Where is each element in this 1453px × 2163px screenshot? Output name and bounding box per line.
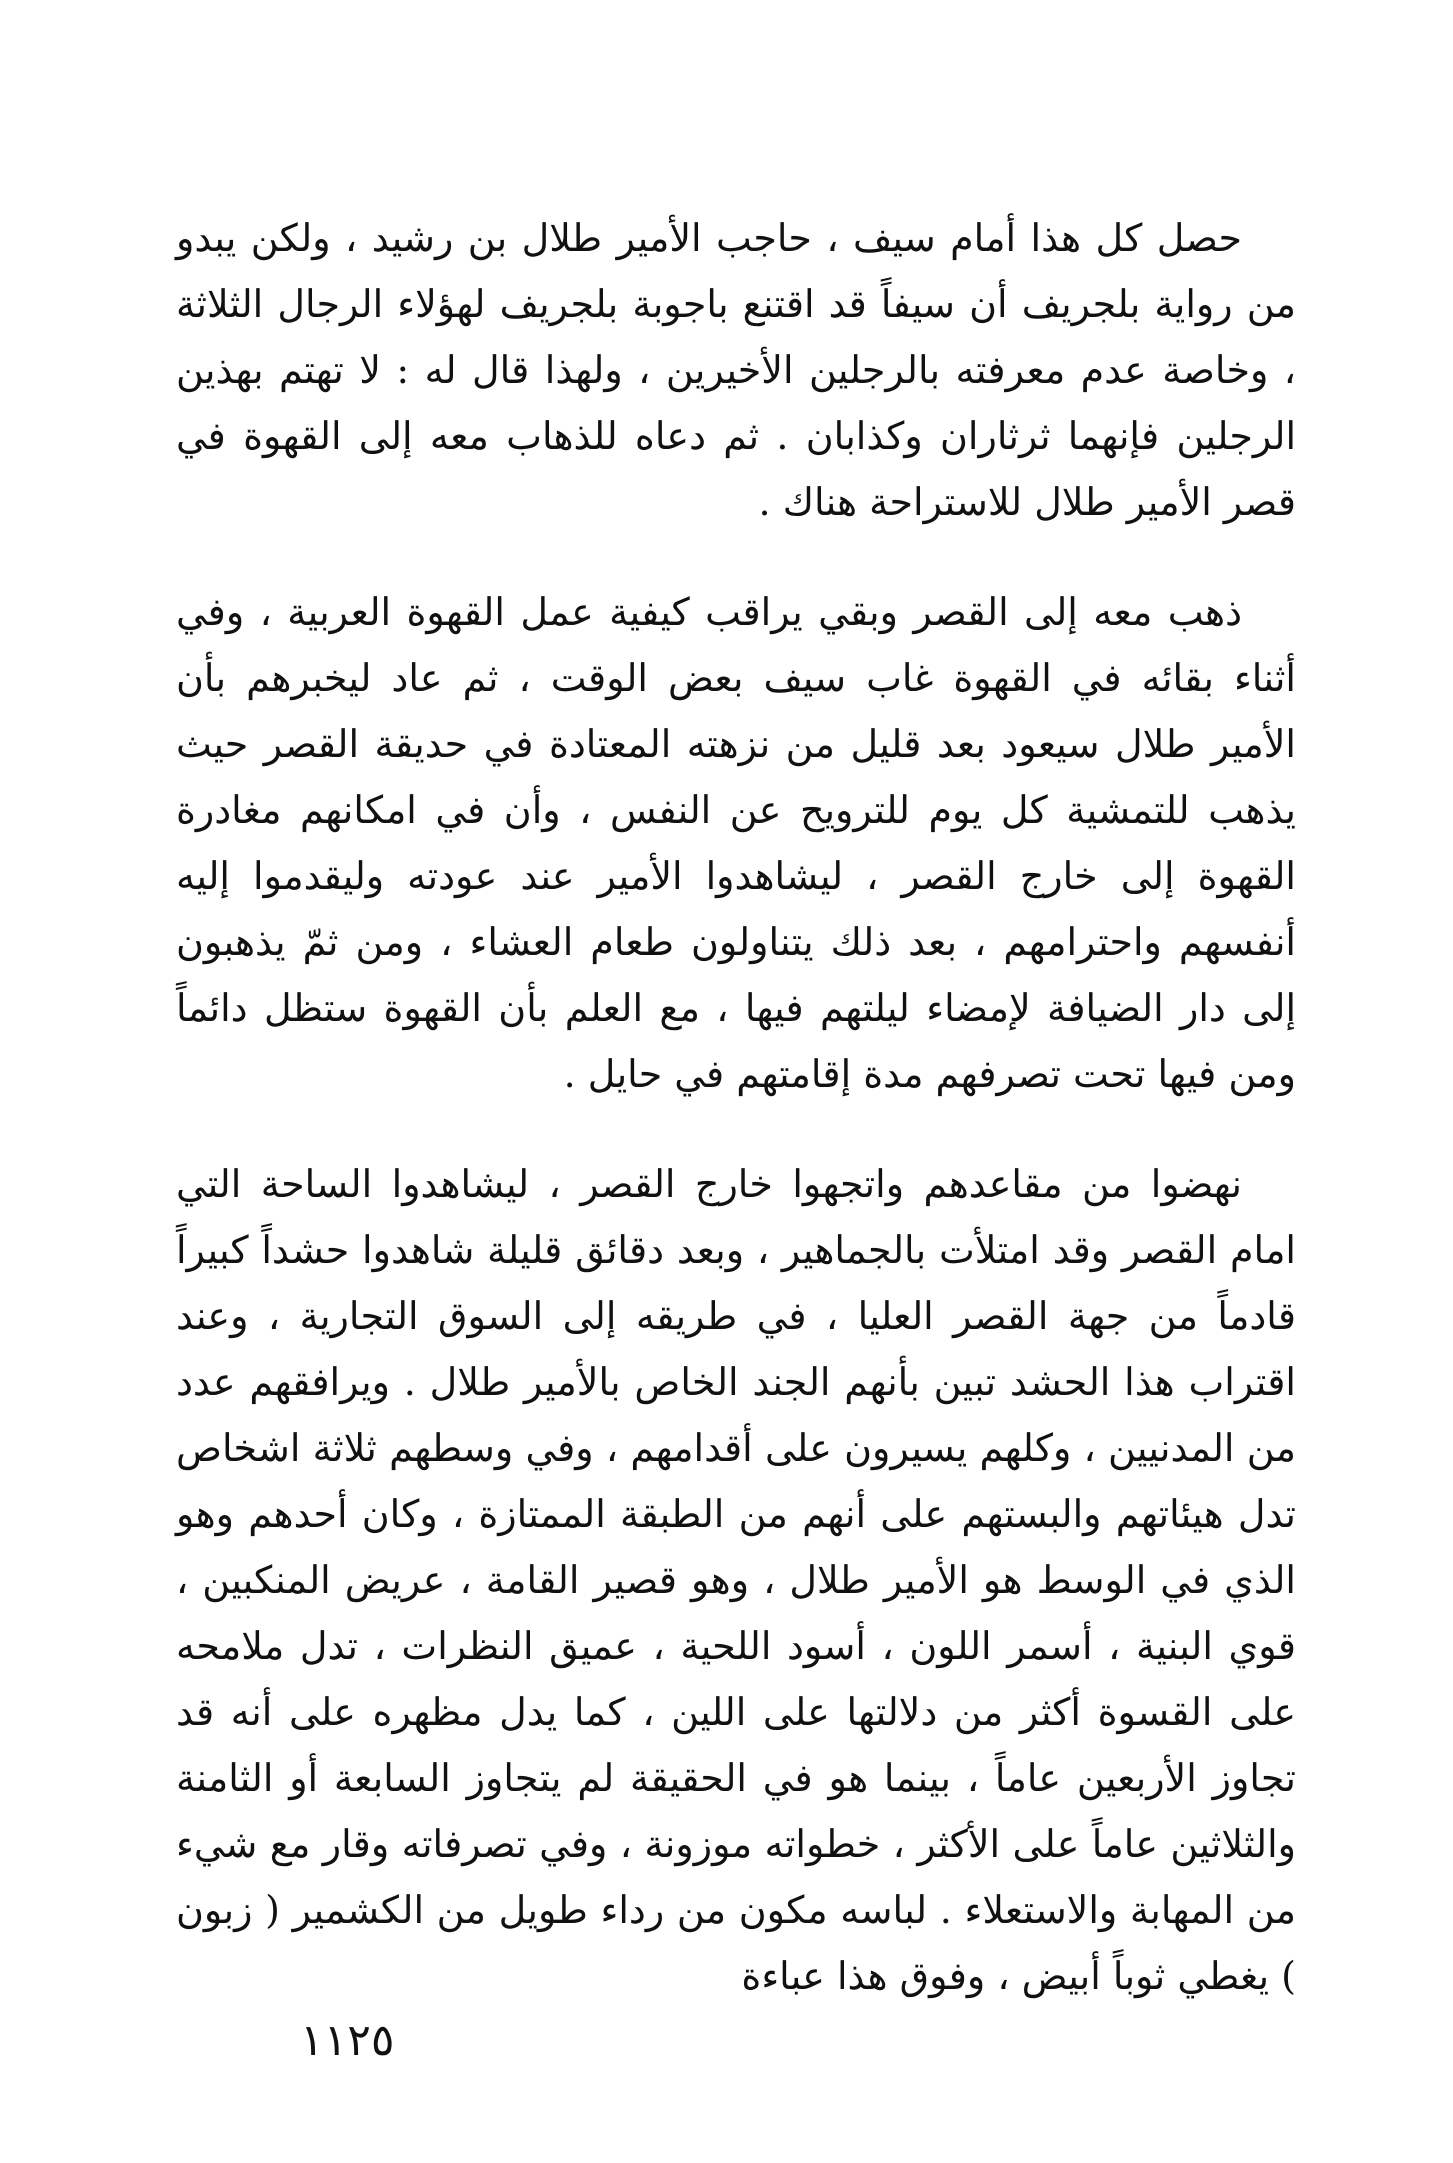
paragraph-1: حصل كل هذا أمام سيف ، حاجب الأمير طلال بن رشيد ، ولكن يبدو من رواية بلجريف أن سيفاً قد اقتنع باجوبة بلجريف لهؤلاء الرجال الثلاثة ، وخاصة عدم معرفته بالرجلين الأخيرين ، ولهذا قال له : لا تهتم بهذين الرجلين فإنهما ثرثاران وكذابان . ثم دعاه للذهاب معه إلى القهوة في قصر الأمير طلال للاستراحة هناك . (176, 216, 1296, 524)
body-text (176, 205, 1296, 2009)
paragraph-2: ذهب معه إلى القصر وبقي يراقب كيفية عمل القهوة العربية ، وفي أثناء بقائه في القهوة غاب سيف بعض الوقت ، ثم عاد ليخبرهم بأن الأمير طلال سيعود بعد قليل من نزهته المعتادة في حديقة القصر حيث يذهب للتمشية كل يوم للترويح عن النفس ، وأن في امكانهم مغادرة القهوة إلى خارج القصر ، ليشاهدوا الأمير عند عودته وليقدموا إليه أنفسهم واحترامهم ، بعد ذلك يتناولون طعام العشاء ، ومن ثمّ يذهبون إلى دار الضيافة لإمضاء ليلتهم فيها ، مع العلم بأن القهوة ستظل دائماً ومن فيها تحت تصرفهم مدة إقامتهم في حايل . (176, 590, 1296, 1096)
paragraph-3: نهضوا من مقاعدهم واتجهوا خارج القصر ، ليشاهدوا الساحة التي امام القصر وقد امتلأت بالجماهير ، وبعد دقائق قليلة شاهدوا حشداً كبيراً قادماً من جهة القصر العليا ، في طريقه إلى السوق التجارية ، وعند اقتراب هذا الحشد تبين بأنهم الجند الخاص بالأمير طلال . ويرافقهم عدد من المدنيين ، وكلهم يسيرون على أقدامهم ، وفي وسطهم ثلاثة اشخاص تدل هيئاتهم والبستهم على أنهم من الطبقة الممتازة ، وكان أحدهم وهو الذي في الوسط هو الأمير طلال ، وهو قصير القامة ، عريض المنكبين ، قوي البنية ، أسمر اللون ، أسود اللحية ، عميق النظرات ، تدل ملامحه على القسوة أكثر من دلالتها على اللين ، كما يدل مظهره على أنه قد تجاوز الأربعين عاماً ، بينما هو في الحقيقة لم يتجاوز السابعة أو الثامنة والثلاثين عاماً على الأكثر ، خطواته موزونة ، وفي تصرفاته وقار مع شيء من المهابة والاستعلاء . لباسه مكون من رداء طويل من الكشمير ( زبون ) يغطي ثوباً أبيض ، وفوق هذا عباءة (176, 1162, 1296, 1998)
page-number: ١١٢٥ (300, 2015, 395, 2066)
